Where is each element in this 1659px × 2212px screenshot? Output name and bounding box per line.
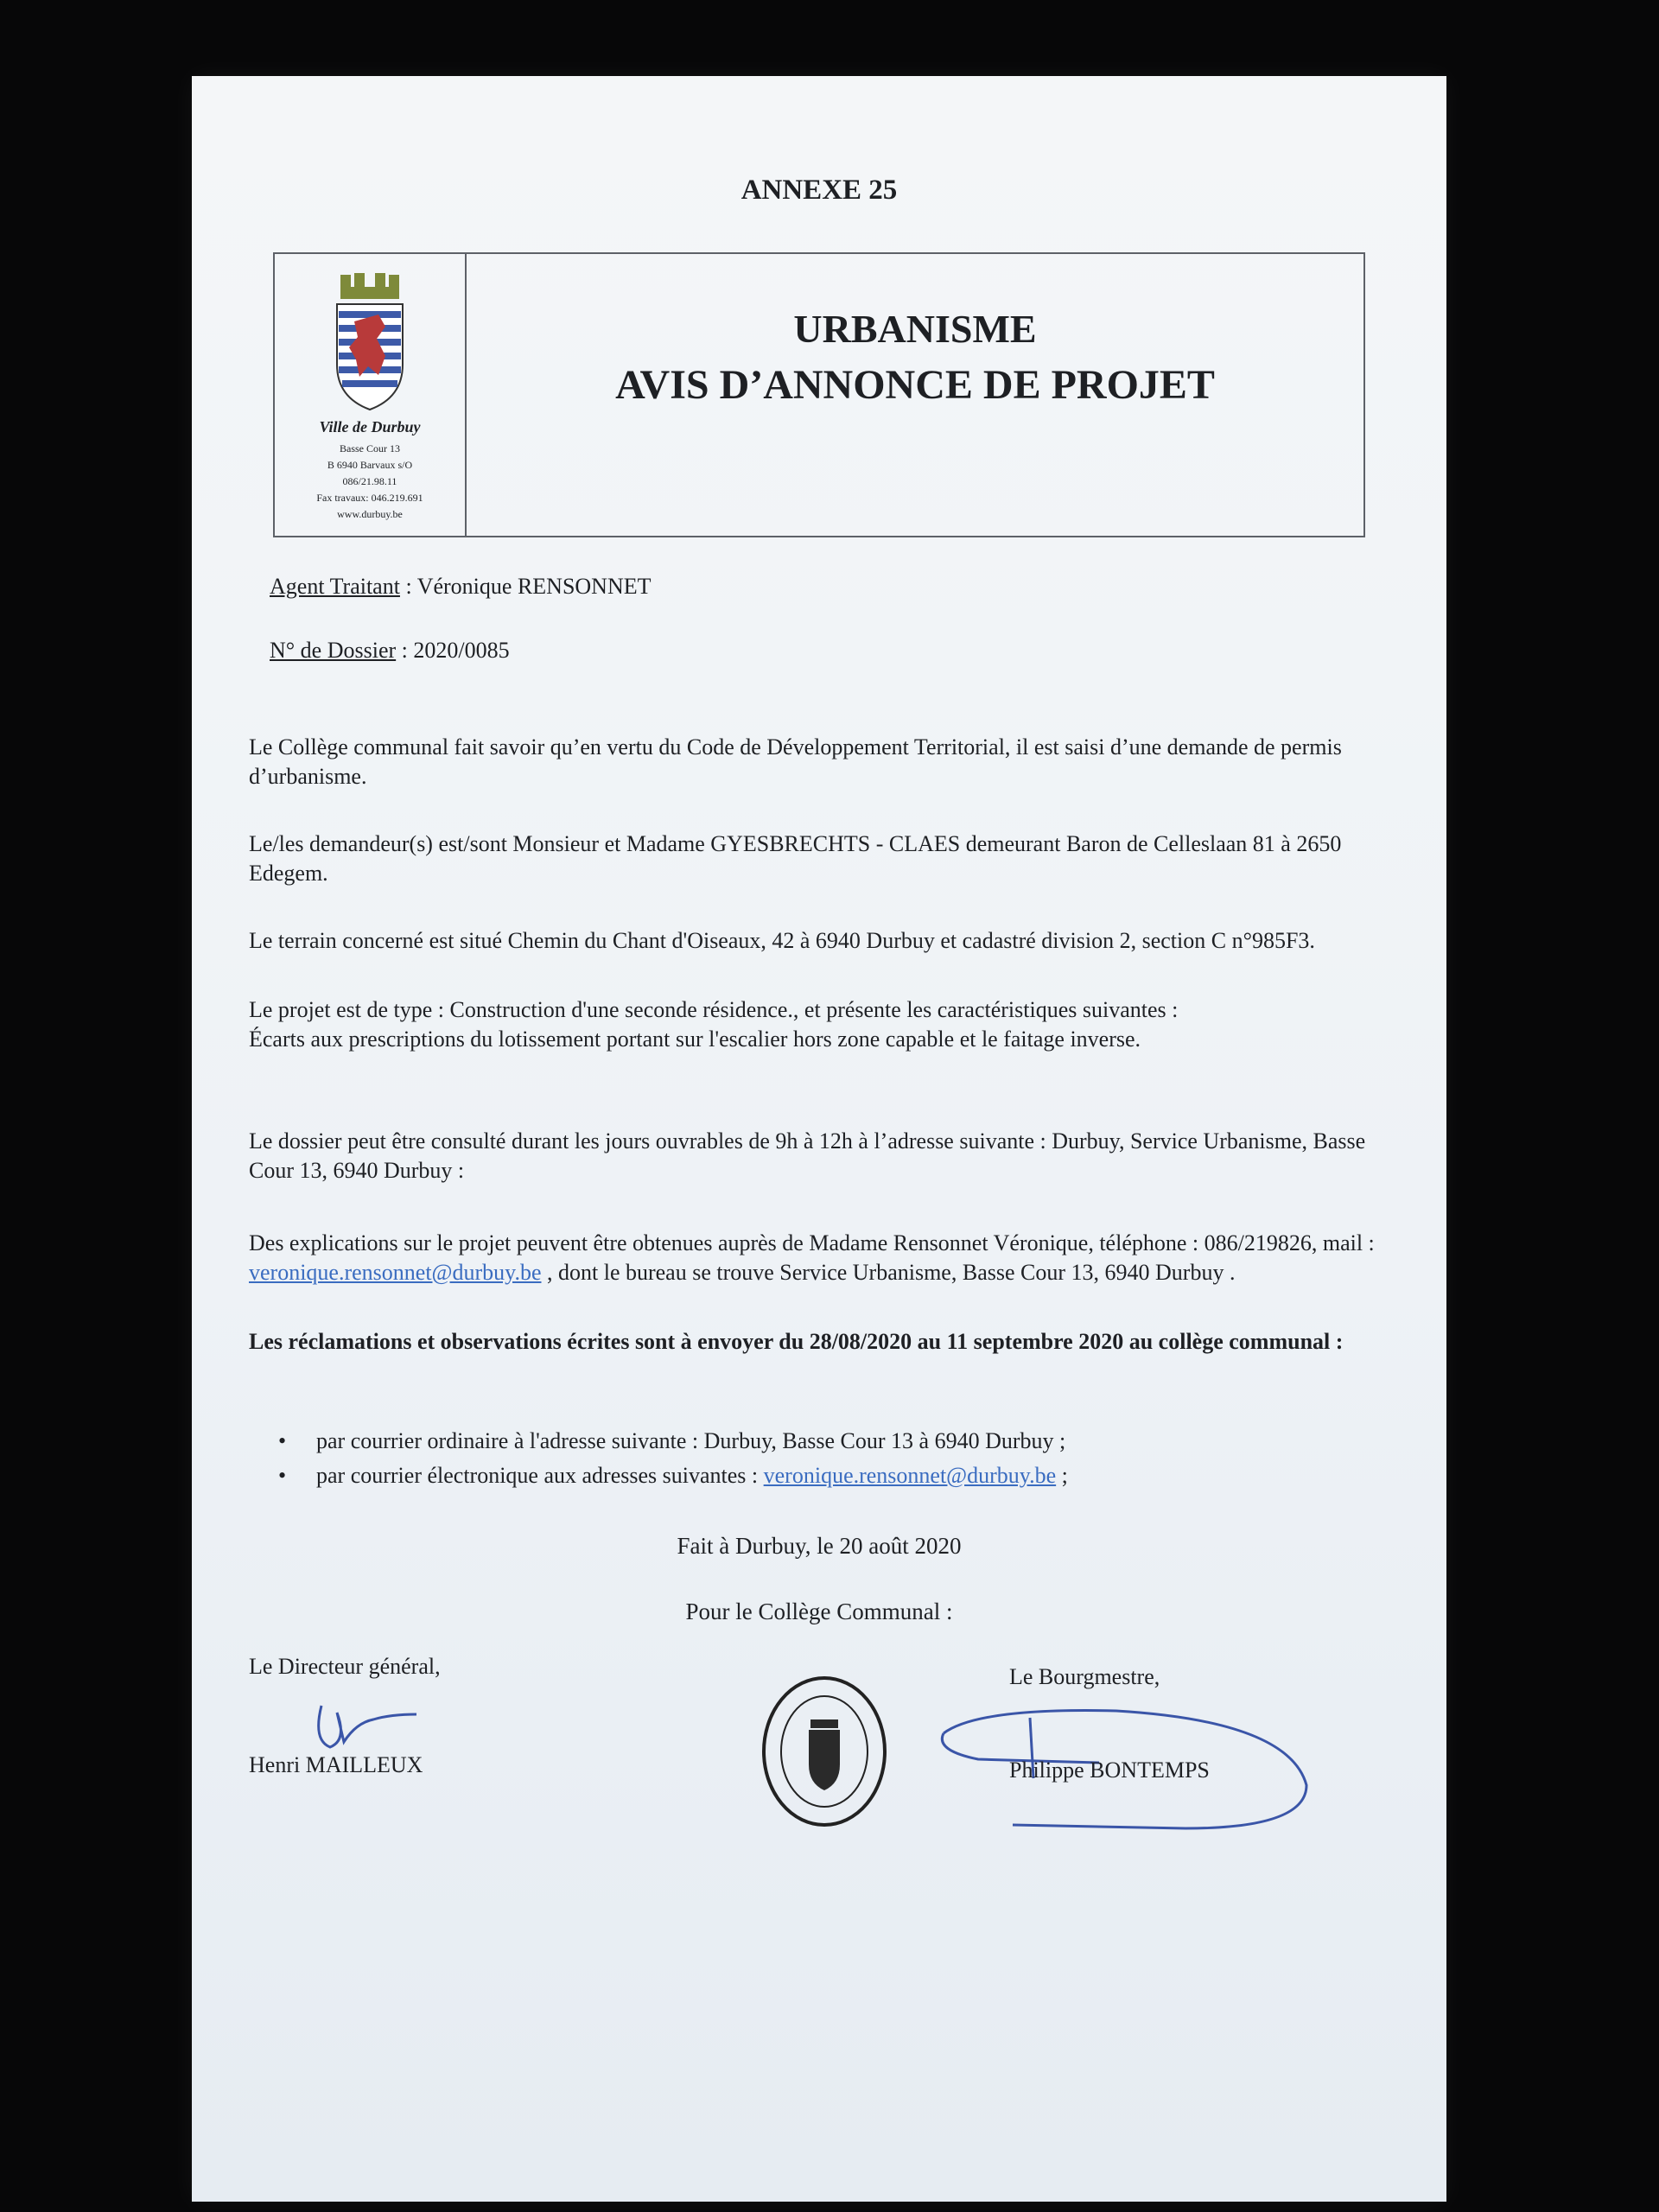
town-phone: 086/21.98.11 [342, 475, 397, 487]
coat-of-arms-icon [328, 270, 411, 416]
director-title: Le Directeur général, [249, 1654, 441, 1679]
town-address-line: B 6940 Barvaux s/O [327, 459, 413, 471]
list-item [278, 1459, 1358, 1493]
town-logo-block [275, 254, 467, 536]
project-characteristics-line: Écarts aux prescriptions du lotissement portant sur l'escalier hors zone capable et le faitage inverse. [249, 1027, 1141, 1052]
consult-paragraph: Le dossier peut être consulté durant les jours ouvrables de 9h à 12h à l’adresse suivante : Durbuy, Service Urbanisme, Basse Cour 13, 6940 Durbuy : [249, 1128, 1366, 1183]
director-name: Henri MAILLEUX [249, 1752, 423, 1777]
municipal-stamp-icon [760, 1675, 888, 1828]
project-paragraph [249, 995, 1398, 1054]
college-line: Pour le Collège Communal : [685, 1599, 953, 1624]
intro-paragraph: Le Collège communal fait savoir qu’en vertu du Code de Développement Territorial, il est saisi d’une demande de permis d’urbanisme. [249, 734, 1342, 789]
email-link[interactable]: veronique.rensonnet@durbuy.be [763, 1463, 1057, 1488]
dossier-field [270, 638, 510, 664]
email-link[interactable]: veronique.rensonnet@durbuy.be [249, 1260, 542, 1285]
location-paragraph: Le terrain concerné est situé Chemin du Chant d'Oiseaux, 42 à 6940 Durbuy et cadastré division 2, section C n°985F3. [249, 928, 1315, 953]
claims-paragraph: Les réclamations et observations écrites sont à envoyer du 28/08/2020 au 11 septembre 2020 au collège communal : [249, 1329, 1344, 1354]
list-item [278, 1424, 1358, 1459]
town-fax: Fax travaux: 046.219.691 [316, 492, 423, 504]
mayor-title: Le Bourgmestre, [1009, 1664, 1160, 1689]
submission-methods-list [278, 1424, 1358, 1493]
page-title: URBANISME [793, 307, 1037, 351]
town-address [275, 441, 465, 523]
title-block [467, 254, 1363, 536]
explanations-text: Des explications sur le projet peuvent être obtenues auprès de Madame Rensonnet Véronique, téléphone : 086/219826, mail : [249, 1230, 1375, 1255]
header-box [273, 252, 1365, 537]
mayor-name: Philippe BONTEMPS [1009, 1758, 1210, 1783]
place-date: Fait à Durbuy, le 20 août 2020 [677, 1533, 962, 1559]
annex-label: ANNEXE 25 [741, 175, 898, 206]
email-method-end: ; [1056, 1463, 1068, 1488]
page-subtitle: AVIS D’ANNONCE DE PROJET [615, 362, 1215, 408]
dossier-label: N° de Dossier [270, 638, 397, 663]
agent-label: Agent Traitant [270, 574, 400, 599]
document-page [192, 76, 1446, 2202]
town-website: www.durbuy.be [337, 508, 403, 520]
mail-method: par courrier ordinaire à l'adresse suivante : Durbuy, Basse Cour 13 à 6940 Durbuy ; [316, 1428, 1066, 1453]
explanations-text-end: , dont le bureau se trouve Service Urbanisme, Basse Cour 13, 6940 Durbuy . [541, 1260, 1236, 1285]
explanations-paragraph [249, 1229, 1398, 1287]
agent-value: : Véronique RENSONNET [405, 574, 652, 599]
town-address-line: Basse Cour 13 [340, 442, 400, 454]
email-method: par courrier électronique aux adresses suivantes : [316, 1463, 764, 1488]
agent-field [270, 574, 652, 600]
applicants-paragraph: Le/les demandeur(s) est/sont Monsieur et Madame GYESBRECHTS - CLAES demeurant Baron de Celleslaan 81 à 2650 Edegem. [249, 831, 1342, 886]
project-type-line: Le projet est de type : Construction d'une seconde résidence., et présente les caractéristiques suivantes : [249, 997, 1179, 1022]
town-name: Ville de Durbuy [319, 418, 421, 435]
dossier-value: : 2020/0085 [401, 638, 510, 663]
